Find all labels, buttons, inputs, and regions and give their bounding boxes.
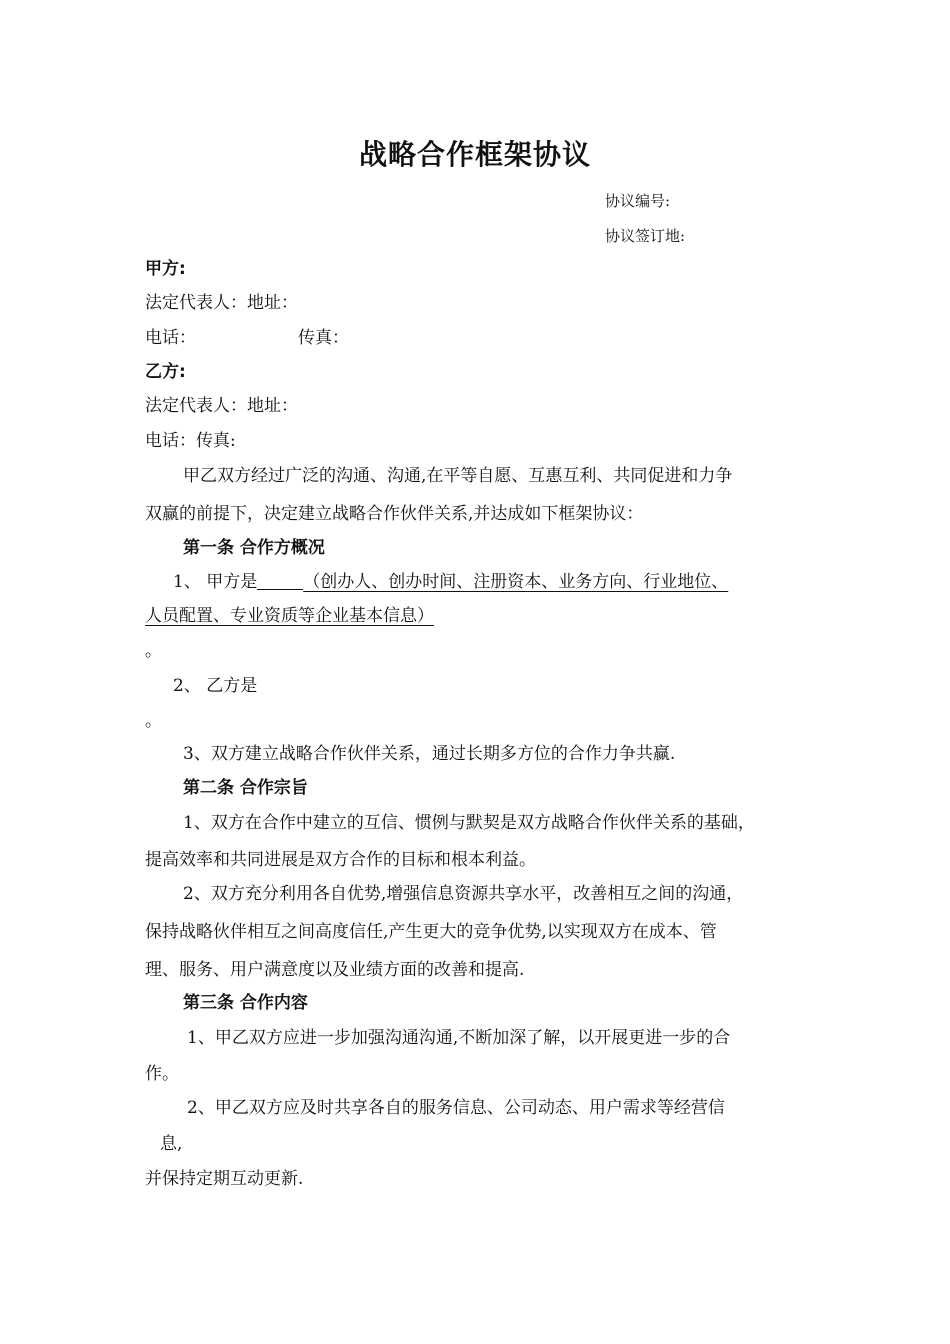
party-b-phone-fax: 电话：传真: xyxy=(145,431,236,451)
party-a-phone-label: 电话： xyxy=(145,328,196,348)
fill-blank-line xyxy=(257,573,303,590)
party-a-label: 甲方: xyxy=(145,259,186,279)
article-1-item-3: 3、双方建立战略合作伙伴关系，通过长期多方位的合作力争共赢. xyxy=(183,744,676,764)
article-3-item-2-line-3: 并保持定期互动更新. xyxy=(145,1169,304,1189)
article-2-item-2-line-3: 理、服务、用户满意度以及业绩方面的改善和提高. xyxy=(145,960,525,980)
article-3-item-2-line-2: 息, xyxy=(160,1134,183,1154)
article-3-item-1-line-1: 1、甲乙双方应进一步加强沟通沟通,不断加深了解，以开展更进一步的合 xyxy=(187,1028,731,1048)
article-1-item-2: 2、 乙方是 xyxy=(173,676,258,696)
preamble-line-1: 甲乙双方经过广泛的沟通、沟通,在平等自愿、互惠互利、共同促进和力争 xyxy=(183,466,733,486)
article-1-item-1-fill-2: 人员配置、专业资质等企业基本信息） xyxy=(145,606,434,626)
preamble-line-2: 双赢的前提下，决定建立战略合作伙伴关系,并达成如下框架协议： xyxy=(145,504,644,524)
article-1-item-2-end: 。 xyxy=(145,711,162,731)
article-1-heading: 第一条 合作方概况 xyxy=(183,538,325,558)
article-3-heading: 第三条 合作内容 xyxy=(183,993,308,1013)
agreement-place-label: 协议签订地: xyxy=(605,227,686,245)
party-a-rep-address: 法定代表人：地址： xyxy=(145,293,298,313)
article-1-item-1-end: 。 xyxy=(145,641,162,661)
article-2-item-1-line-1: 1、双方在合作中建立的互信、惯例与默契是双方战略合作伙伴关系的基础， xyxy=(183,813,755,833)
article-2-item-2-line-2: 保持战略伙伴相互之间高度信任,产生更大的竞争优势,以实现双方在成本、管 xyxy=(145,922,717,942)
article-2-heading: 第二条 合作宗旨 xyxy=(183,778,308,798)
agreement-number-label: 协议编号: xyxy=(605,192,671,210)
document-title: 战略合作框架协议 xyxy=(358,138,591,171)
article-1-item-1-prefix: 1、 甲方是 xyxy=(173,572,258,592)
article-3-item-2-line-1: 2、甲乙双方应及时共享各自的服务信息、公司动态、用户需求等经营信 xyxy=(187,1098,725,1118)
article-1-item-1-fill-1: （创办人、创办时间、注册资本、业务方向、行业地位、 xyxy=(303,572,729,592)
article-1-item-1 xyxy=(173,571,728,593)
article-2-item-2-line-1: 2、双方充分利用各自优势,增强信息资源共享水平，改善相互之间的沟通， xyxy=(183,884,744,904)
article-2-item-1-line-2: 提高效率和共同进展是双方合作的目标和根本利益。 xyxy=(145,850,536,870)
article-3-item-1-line-2: 作。 xyxy=(145,1064,179,1084)
party-a-fax-label: 传真： xyxy=(298,328,349,348)
party-b-rep-address: 法定代表人：地址： xyxy=(145,396,298,416)
party-b-label: 乙方: xyxy=(145,362,186,382)
